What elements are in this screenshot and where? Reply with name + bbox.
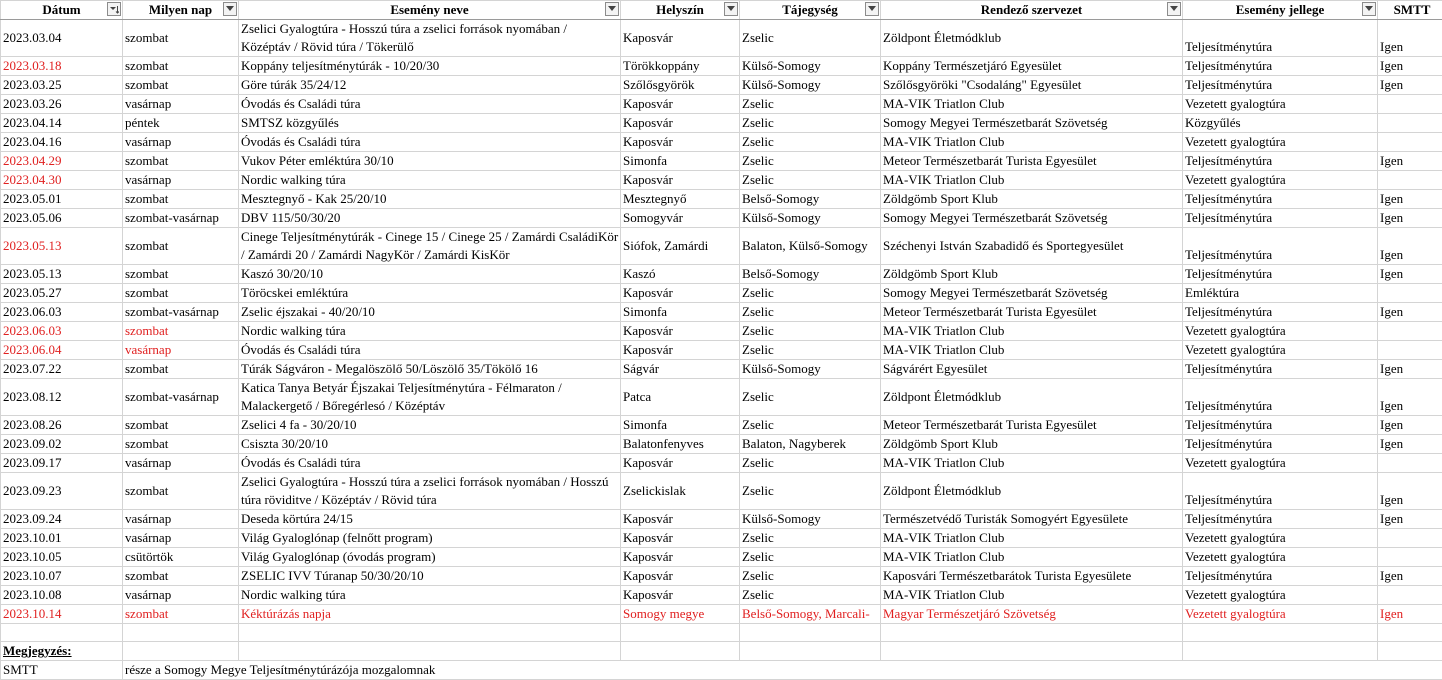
table-row [1,303,1442,322]
cell-org[interactable]: MA-VIK Triatlon Club [881,529,1183,548]
empty-cell[interactable] [239,642,621,661]
cell-name[interactable]: Óvodás és Családi túra [239,454,621,473]
cell-date[interactable]: 2023.10.14 [1,605,123,624]
cell-type[interactable]: Teljesítménytúra [1183,435,1378,454]
cell-date[interactable]: 2023.05.13 [1,228,123,265]
empty-cell[interactable] [123,642,239,661]
cell-day[interactable]: szombat [123,322,239,341]
cell-name[interactable]: Cinege Teljesítménytúrák - Cinege 15 / Cinege 25 / Zamárdi CsaládiKör / Zamárdi 20 / Zamárdi NagyKör / Zamárdi KisKör [239,228,621,265]
table-row [1,284,1442,303]
cell-type[interactable]: Vezetett gyalogtúra [1183,586,1378,605]
cell-smtt[interactable] [1378,284,1442,303]
cell-smtt[interactable]: Igen [1378,473,1442,510]
table-row [1,510,1442,529]
cell-place[interactable]: Kaposvár [621,567,740,586]
cell-type[interactable]: Vezetett gyalogtúra [1183,605,1378,624]
cell-smtt[interactable] [1378,114,1442,133]
empty-cell[interactable] [239,624,621,642]
cell-org[interactable]: Kaposvári Természetbarátok Turista Egyesülete [881,567,1183,586]
table-row [1,529,1442,548]
note-row [1,642,1442,661]
empty-cell[interactable] [621,624,740,642]
cell-day[interactable]: szombat-vasárnap [123,379,239,416]
cell-name[interactable]: Óvodás és Családi túra [239,341,621,360]
cell-name[interactable]: Óvodás és Családi túra [239,95,621,114]
cell-region[interactable]: Zselic [740,171,881,190]
cell-region[interactable]: Zselic [740,379,881,416]
cell-day[interactable]: vasárnap [123,341,239,360]
table-row [1,435,1442,454]
cell-date[interactable]: 2023.09.24 [1,510,123,529]
cell-day[interactable]: szombat [123,76,239,95]
empty-cell[interactable] [621,642,740,661]
cell-date[interactable]: 2023.03.26 [1,95,123,114]
note-key[interactable]: SMTT [1,661,123,680]
table-row [1,586,1442,605]
table-row [1,95,1442,114]
cell-smtt[interactable]: Igen [1378,228,1442,265]
table-row [1,20,1442,57]
cell-smtt[interactable] [1378,454,1442,473]
cell-date[interactable]: 2023.05.06 [1,209,123,228]
cell-day[interactable]: péntek [123,114,239,133]
cell-place[interactable]: Kaposvár [621,20,740,57]
cell-org[interactable]: MA-VIK Triatlon Club [881,586,1183,605]
cell-region[interactable]: Külső-Somogy [740,209,881,228]
cell-day[interactable]: vasárnap [123,133,239,152]
cell-place[interactable]: Simonfa [621,303,740,322]
empty-cell[interactable] [123,624,239,642]
cell-day[interactable]: csütörtök [123,548,239,567]
empty-cell[interactable] [740,624,881,642]
cell-type[interactable]: Teljesítménytúra [1183,76,1378,95]
cell-day[interactable]: szombat [123,57,239,76]
empty-row [1,624,1442,642]
table-row [1,360,1442,379]
note-text[interactable]: része a Somogy Megye Teljesítménytúrázója mozgalomnak [123,661,1442,680]
cell-place[interactable]: Kaposvár [621,586,740,605]
empty-cell[interactable] [881,624,1183,642]
cell-smtt[interactable] [1378,133,1442,152]
cell-smtt[interactable]: Igen [1378,20,1442,57]
cell-org[interactable]: Meteor Természetbarát Turista Egyesület [881,303,1183,322]
column-header-0[interactable] [1,1,123,20]
cell-place[interactable]: Balatonfenyves [621,435,740,454]
filter-dropdown-icon[interactable] [1362,2,1376,16]
cell-date[interactable]: 2023.03.18 [1,57,123,76]
column-header-label: Tájegység [782,1,838,19]
cell-day[interactable]: vasárnap [123,95,239,114]
cell-place[interactable]: Kaposvár [621,171,740,190]
cell-place[interactable]: Kaszó [621,265,740,284]
cell-org[interactable]: MA-VIK Triatlon Club [881,171,1183,190]
filter-dropdown-icon[interactable] [1167,2,1181,16]
cell-region[interactable]: Zselic [740,341,881,360]
cell-org[interactable]: Magyar Természetjáró Szövetség [881,605,1183,624]
cell-day[interactable]: szombat [123,416,239,435]
cell-region[interactable]: Zselic [740,284,881,303]
cell-day[interactable]: szombat [123,228,239,265]
cell-smtt[interactable]: Igen [1378,303,1442,322]
cell-region[interactable]: Zselic [740,322,881,341]
cell-day[interactable]: szombat-vasárnap [123,209,239,228]
column-header-4[interactable] [740,1,881,20]
cell-smtt[interactable]: Igen [1378,152,1442,171]
column-header-label: SMTT [1394,1,1431,19]
cell-org[interactable]: MA-VIK Triatlon Club [881,454,1183,473]
cell-region[interactable]: Zselic [740,152,881,171]
empty-cell[interactable] [1183,642,1378,661]
cell-smtt[interactable]: Igen [1378,360,1442,379]
cell-name[interactable]: Nordic walking túra [239,586,621,605]
cell-name[interactable]: Kéktúrázás napja [239,605,621,624]
cell-type[interactable]: Vezetett gyalogtúra [1183,133,1378,152]
cell-type[interactable]: Teljesítménytúra [1183,360,1378,379]
column-header-5[interactable] [881,1,1183,20]
cell-place[interactable]: Kaposvár [621,95,740,114]
cell-date[interactable]: 2023.10.08 [1,586,123,605]
cell-date[interactable]: 2023.09.23 [1,473,123,510]
cell-smtt[interactable]: Igen [1378,76,1442,95]
table-row [1,209,1442,228]
cell-place[interactable]: Kaposvár [621,529,740,548]
cell-place[interactable]: Kaposvár [621,284,740,303]
cell-place[interactable]: Simonfa [621,416,740,435]
cell-org[interactable]: Somogy Megyei Természetbarát Szövetség [881,284,1183,303]
cell-name[interactable]: Csiszta 30/20/10 [239,435,621,454]
cell-region[interactable]: Külső-Somogy [740,360,881,379]
cell-place[interactable]: Somogyvár [621,209,740,228]
cell-date[interactable]: 2023.06.03 [1,322,123,341]
cell-type[interactable]: Vezetett gyalogtúra [1183,171,1378,190]
cell-day[interactable]: szombat [123,20,239,57]
cell-date[interactable]: 2023.04.14 [1,114,123,133]
cell-name[interactable]: Zselici 4 fa - 30/20/10 [239,416,621,435]
cell-region[interactable]: Zselic [740,114,881,133]
cell-smtt[interactable] [1378,171,1442,190]
cell-smtt[interactable]: Igen [1378,510,1442,529]
cell-place[interactable]: Siófok, Zamárdi [621,228,740,265]
cell-type[interactable]: Teljesítménytúra [1183,228,1378,265]
cell-org[interactable]: Széchenyi István Szabadidő és Sportegyesület [881,228,1183,265]
table-row [1,152,1442,171]
cell-name[interactable]: ZSELIC IVV Túranap 50/30/20/10 [239,567,621,586]
cell-region[interactable]: Zselic [740,20,881,57]
cell-day[interactable]: szombat-vasárnap [123,303,239,322]
cell-smtt[interactable]: Igen [1378,567,1442,586]
cell-region[interactable]: Balaton, Nagyberek [740,435,881,454]
table-row [1,76,1442,95]
cell-day[interactable]: szombat [123,605,239,624]
table-row [1,171,1442,190]
cell-date[interactable]: 2023.04.29 [1,152,123,171]
column-header-label: Esemény neve [390,1,468,19]
table-row [1,473,1442,510]
cell-smtt[interactable]: Igen [1378,57,1442,76]
cell-region[interactable]: Zselic [740,303,881,322]
cell-type[interactable]: Vezetett gyalogtúra [1183,454,1378,473]
filter-dropdown-icon[interactable] [223,2,237,16]
table-row [1,228,1442,265]
cell-name[interactable]: Mesztegnyő - Kak 25/20/10 [239,190,621,209]
cell-day[interactable]: vasárnap [123,171,239,190]
cell-org[interactable]: Meteor Természetbarát Turista Egyesület [881,416,1183,435]
cell-day[interactable]: szombat [123,152,239,171]
table-row [1,114,1442,133]
cell-type[interactable]: Teljesítménytúra [1183,303,1378,322]
cell-date[interactable]: 2023.08.26 [1,416,123,435]
cell-date[interactable]: 2023.10.07 [1,567,123,586]
column-header-label: Milyen nap [149,1,212,19]
column-header-label: Esemény jellege [1236,1,1324,19]
cell-smtt[interactable] [1378,341,1442,360]
table-row [1,454,1442,473]
cell-name[interactable]: Zselici Gyalogtúra - Hosszú túra a zselici források nyomában / Hosszú túra röviditve / Középtáv / Rövid túra [239,473,621,510]
cell-org[interactable]: Zöldgömb Sport Klub [881,190,1183,209]
cell-place[interactable]: Patca [621,379,740,416]
cell-org[interactable]: Zöldpont Életmódklub [881,379,1183,416]
cell-org[interactable]: MA-VIK Triatlon Club [881,322,1183,341]
cell-smtt[interactable]: Igen [1378,209,1442,228]
table-row [1,567,1442,586]
cell-type[interactable]: Vezetett gyalogtúra [1183,548,1378,567]
cell-day[interactable]: szombat [123,473,239,510]
cell-date[interactable]: 2023.04.30 [1,171,123,190]
cell-type[interactable]: Közgyűlés [1183,114,1378,133]
cell-name[interactable]: SMTSZ közgyűlés [239,114,621,133]
column-header-2[interactable] [239,1,621,20]
cell-org[interactable]: MA-VIK Triatlon Club [881,341,1183,360]
cell-date[interactable]: 2023.03.25 [1,76,123,95]
cell-region[interactable]: Balaton, Külső-Somogy [740,228,881,265]
cell-date[interactable]: 2023.03.04 [1,20,123,57]
cell-org[interactable]: MA-VIK Triatlon Club [881,133,1183,152]
cell-name[interactable]: Katica Tanya Betyár Éjszakai Teljesítménytúra - Félmaraton / Malackergető / Bőregérlesó / Középtáv [239,379,621,416]
empty-cell[interactable] [1378,624,1442,642]
cell-date[interactable]: 2023.09.02 [1,435,123,454]
cell-org[interactable]: Zöldgömb Sport Klub [881,435,1183,454]
table-row [1,322,1442,341]
cell-place[interactable]: Kaposvár [621,322,740,341]
cell-date[interactable]: 2023.09.17 [1,454,123,473]
cell-day[interactable]: szombat [123,284,239,303]
cell-org[interactable]: Meteor Természetbarát Turista Egyesület [881,152,1183,171]
cell-place[interactable]: Kaposvár [621,454,740,473]
cell-name[interactable]: Óvodás és Családi túra [239,133,621,152]
cell-smtt[interactable] [1378,322,1442,341]
cell-day[interactable]: vasárnap [123,510,239,529]
cell-org[interactable]: Zöldpont Életmódklub [881,20,1183,57]
cell-name[interactable]: Töröcskei emléktúra [239,284,621,303]
cell-date[interactable]: 2023.05.27 [1,284,123,303]
cell-region[interactable]: Zselic [740,473,881,510]
cell-type[interactable]: Teljesítménytúra [1183,20,1378,57]
cell-name[interactable]: Túrák Ságváron - Megalöszölő 50/Löszölő 35/Tökölő 16 [239,360,621,379]
empty-cell[interactable] [740,642,881,661]
column-header-1[interactable] [123,1,239,20]
cell-region[interactable]: Külső-Somogy [740,76,881,95]
cell-place[interactable]: Kaposvár [621,133,740,152]
cell-place[interactable]: Simonfa [621,152,740,171]
cell-date[interactable]: 2023.08.12 [1,379,123,416]
cell-org[interactable]: Természetvédő Turisták Somogyért Egyesülete [881,510,1183,529]
cell-day[interactable]: vasárnap [123,586,239,605]
column-header-6[interactable] [1183,1,1378,20]
empty-cell[interactable] [881,642,1183,661]
cell-type[interactable]: Teljesítménytúra [1183,190,1378,209]
cell-type[interactable]: Teljesítménytúra [1183,57,1378,76]
cell-day[interactable]: vasárnap [123,454,239,473]
cell-date[interactable]: 2023.10.01 [1,529,123,548]
table-row [1,605,1442,624]
cell-place[interactable]: Kaposvár [621,510,740,529]
table-row [1,379,1442,416]
column-header-label: Helyszín [656,1,704,19]
cell-type[interactable]: Teljesítménytúra [1183,152,1378,171]
cell-org[interactable]: Somogy Megyei Természetbarát Szövetség [881,209,1183,228]
cell-name[interactable]: Kaszó 30/20/10 [239,265,621,284]
table-row [1,416,1442,435]
cell-name[interactable]: Zselic éjszakai - 40/20/10 [239,303,621,322]
cell-region[interactable]: Belső-Somogy [740,265,881,284]
cell-region[interactable]: Zselic [740,95,881,114]
cell-day[interactable]: szombat [123,435,239,454]
cell-smtt[interactable] [1378,95,1442,114]
cell-smtt[interactable] [1378,586,1442,605]
cell-type[interactable]: Teljesítménytúra [1183,473,1378,510]
cell-name[interactable]: Vukov Péter emléktúra 30/10 [239,152,621,171]
cell-name[interactable]: Nordic walking túra [239,322,621,341]
cell-type[interactable]: Teljesítménytúra [1183,379,1378,416]
cell-name[interactable]: Világ Gyaloglónap (óvodás program) [239,548,621,567]
cell-place[interactable]: Mesztegnyő [621,190,740,209]
cell-date[interactable]: 2023.06.04 [1,341,123,360]
cell-smtt[interactable]: Igen [1378,605,1442,624]
table-row [1,548,1442,567]
table-body [1,20,1442,680]
cell-type[interactable]: Teljesítménytúra [1183,416,1378,435]
cell-region[interactable]: Belső-Somogy, Marcali- [740,605,881,624]
cell-org[interactable]: Ságvárért Egyesület [881,360,1183,379]
cell-smtt[interactable]: Igen [1378,190,1442,209]
cell-smtt[interactable]: Igen [1378,416,1442,435]
cell-org[interactable]: Somogy Megyei Természetbarát Szövetség [881,114,1183,133]
cell-region[interactable]: Külső-Somogy [740,57,881,76]
column-header-7[interactable] [1378,1,1442,20]
cell-org[interactable]: Szőlősgyöröki "Csodaláng" Egyesület [881,76,1183,95]
cell-date[interactable]: 2023.05.01 [1,190,123,209]
empty-cell[interactable] [1183,624,1378,642]
table-row [1,190,1442,209]
cell-type[interactable]: Teljesítménytúra [1183,510,1378,529]
cell-date[interactable]: 2023.04.16 [1,133,123,152]
cell-region[interactable]: Belső-Somogy [740,190,881,209]
cell-type[interactable]: Teljesítménytúra [1183,567,1378,586]
cell-date[interactable]: 2023.10.05 [1,548,123,567]
cell-day[interactable]: vasárnap [123,529,239,548]
sort-filter-icon[interactable] [107,2,121,16]
cell-region[interactable]: Zselic [740,133,881,152]
column-header-label: Rendező szervezet [981,1,1082,19]
cell-name[interactable]: Zselici Gyalogtúra - Hosszú túra a zselici források nyomában / Középtáv / Rövid túra / Tökerülő [239,20,621,57]
cell-day[interactable]: szombat [123,265,239,284]
table-row [1,57,1442,76]
cell-type[interactable]: Emléktúra [1183,284,1378,303]
table-row [1,133,1442,152]
cell-name[interactable]: Világ Gyaloglónap (felnőtt program) [239,529,621,548]
table-row [1,341,1442,360]
cell-type[interactable]: Vezetett gyalogtúra [1183,529,1378,548]
cell-org[interactable]: Zöldgömb Sport Klub [881,265,1183,284]
cell-org[interactable]: Zöldpont Életmódklub [881,473,1183,510]
cell-name[interactable]: Deseda körtúra 24/15 [239,510,621,529]
cell-smtt[interactable] [1378,529,1442,548]
cell-type[interactable]: Teljesítménytúra [1183,265,1378,284]
filter-dropdown-icon[interactable] [865,2,879,16]
cell-smtt[interactable] [1378,548,1442,567]
cell-type[interactable]: Teljesítménytúra [1183,209,1378,228]
cell-smtt[interactable]: Igen [1378,265,1442,284]
cell-region[interactable]: Külső-Somogy [740,510,881,529]
cell-place[interactable]: Szőlősgyörök [621,76,740,95]
cell-region[interactable]: Zselic [740,567,881,586]
filter-dropdown-icon[interactable] [605,2,619,16]
note-text-row [1,661,1442,680]
cell-place[interactable]: Zselickislak [621,473,740,510]
empty-cell[interactable] [1378,642,1442,661]
cell-region[interactable]: Zselic [740,586,881,605]
cell-date[interactable]: 2023.06.03 [1,303,123,322]
cell-type[interactable]: Vezetett gyalogtúra [1183,341,1378,360]
cell-type[interactable]: Vezetett gyalogtúra [1183,322,1378,341]
cell-place[interactable]: Ságvár [621,360,740,379]
column-header-label: Dátum [42,1,80,19]
header-row [1,1,1442,20]
note-title[interactable]: Megjegyzés: [1,642,123,661]
cell-place[interactable]: Kaposvár [621,114,740,133]
cell-org[interactable]: MA-VIK Triatlon Club [881,548,1183,567]
cell-place[interactable]: Törökkoppány [621,57,740,76]
cell-day[interactable]: szombat [123,567,239,586]
cell-name[interactable]: DBV 115/50/30/20 [239,209,621,228]
cell-type[interactable]: Vezetett gyalogtúra [1183,95,1378,114]
cell-region[interactable]: Zselic [740,529,881,548]
cell-region[interactable]: Zselic [740,416,881,435]
cell-name[interactable]: Koppány teljesítménytúrák - 10/20/30 [239,57,621,76]
cell-name[interactable]: Göre túrák 35/24/12 [239,76,621,95]
column-header-3[interactable] [621,1,740,20]
filter-dropdown-icon[interactable] [724,2,738,16]
cell-smtt[interactable]: Igen [1378,435,1442,454]
empty-cell[interactable] [1,624,123,642]
cell-day[interactable]: szombat [123,360,239,379]
cell-date[interactable]: 2023.05.13 [1,265,123,284]
cell-name[interactable]: Nordic walking túra [239,171,621,190]
cell-region[interactable]: Zselic [740,548,881,567]
cell-smtt[interactable]: Igen [1378,379,1442,416]
cell-place[interactable]: Somogy megye [621,605,740,624]
cell-org[interactable]: Koppány Természetjáró Egyesület [881,57,1183,76]
table-row [1,265,1442,284]
cell-date[interactable]: 2023.07.22 [1,360,123,379]
cell-region[interactable]: Zselic [740,454,881,473]
cell-place[interactable]: Kaposvár [621,341,740,360]
cell-org[interactable]: MA-VIK Triatlon Club [881,95,1183,114]
cell-place[interactable]: Kaposvár [621,548,740,567]
cell-day[interactable]: szombat [123,190,239,209]
